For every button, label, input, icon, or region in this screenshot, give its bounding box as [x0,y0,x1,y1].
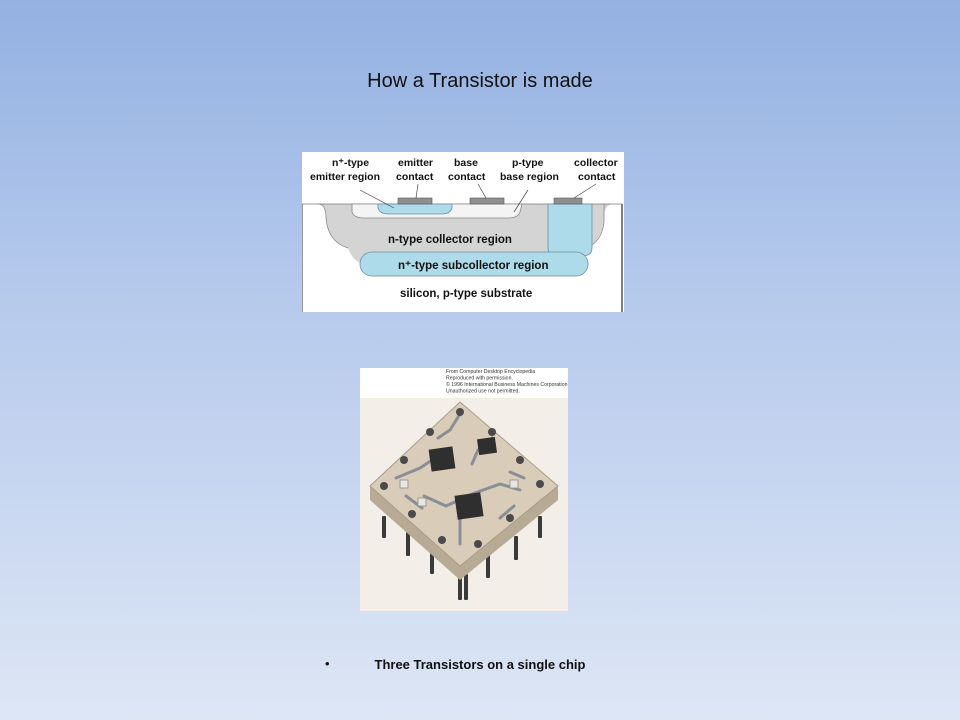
slide-title: How a Transistor is made [367,70,593,92]
subcollector-region-label: n⁺-type subcollector region [398,260,549,272]
base-region-label-2: base region [500,171,559,183]
transistor-cross-section-diagram [302,152,624,312]
collector-plug-shape [548,204,592,256]
emitter-contact-label-1: emitter [398,157,434,169]
photo-credit-4: Unauthorized use not permitted. [446,388,520,395]
slide-caption: Three Transistors on a single chip [374,657,586,672]
photo-credit-2: Reproduced with permission. [446,375,513,382]
photo-credit-3: © 1996 International Business Machines Corporation [446,382,568,388]
base-contact-label-1: base [454,157,478,169]
substrate-label: silicon, p-type substrate [400,288,533,300]
base-contact-label-2: contact [448,171,486,183]
caption-bullet: • [325,656,330,671]
emitter-region-label-2: emitter region [310,171,381,183]
collector-region-label: n-type collector region [388,234,512,246]
chip-photo [360,368,568,611]
collector-contact-label-2: contact [578,171,616,183]
base-contact-shape [470,198,504,204]
emitter-contact-label-2: contact [396,171,434,183]
emitter-contact-shape [398,198,432,204]
emitter-region-label-1: n⁺-type [332,157,370,169]
photo-credit-1: From Computer Desktop Encyclopedia [446,369,536,375]
base-region-label-1: p-type [512,157,544,169]
collector-contact-label-1: collector [574,157,618,169]
collector-contact-shape [554,198,582,204]
